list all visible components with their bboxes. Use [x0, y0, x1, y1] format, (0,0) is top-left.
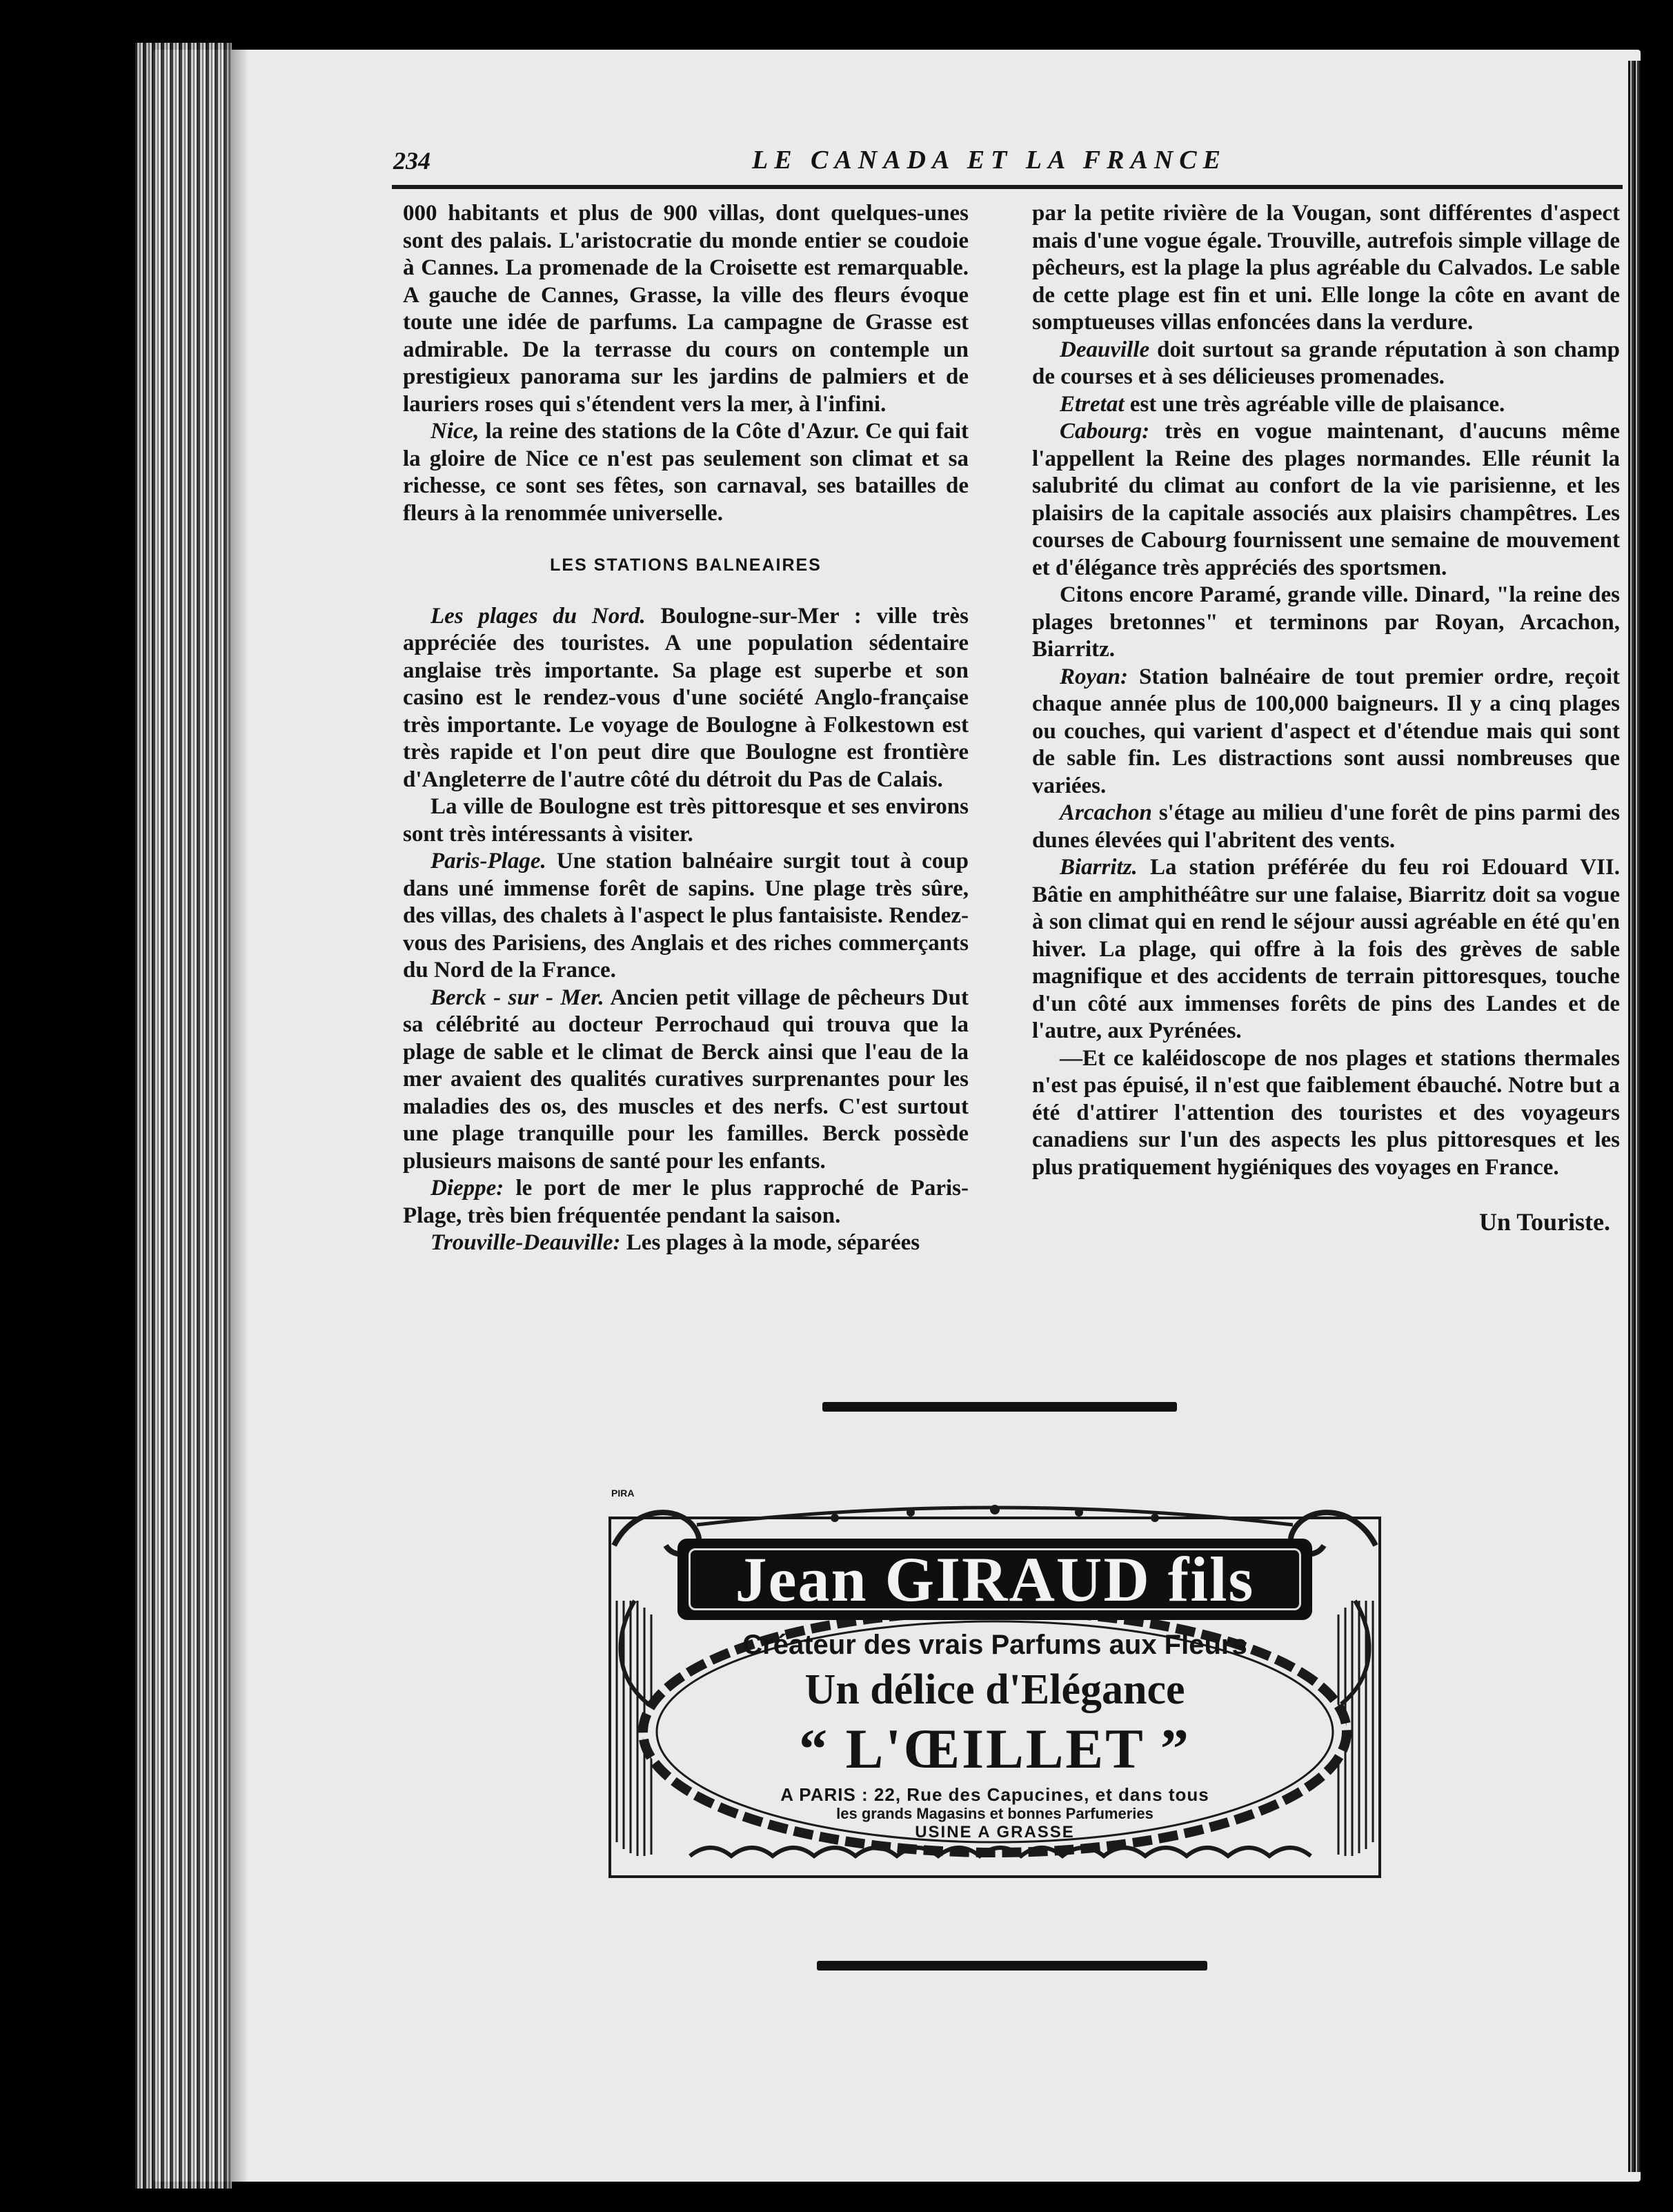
paragraph — [1032, 854, 1620, 1045]
paragraph-text: la reine des stations de la Côte d'Azur. Ce qui fait la gloire de Nice ce n'est pas seulement son climat et sa richesse, ce sont ses fêtes, son carnaval, ses batailles de fleurs à la renommée universelle. — [403, 419, 969, 526]
paragraph-lead: Trouville-Deauville: — [430, 1230, 621, 1255]
spine-shadow — [228, 43, 248, 2189]
paragraph-lead: Berck - sur - Mer. — [430, 985, 604, 1010]
section-title: LES STATIONS BALNEAIRES — [550, 555, 822, 575]
separator-rule-top — [822, 1402, 1177, 1412]
paragraph: par la petite rivière de la Vougan, sont différentes d'aspect mais d'une vogue égale. Trouville, autrefois simple village de pêcheurs, est la plage la plus agréable du Calvados. Le sable de cette plage est fin et uni. Elle longe la côte en avant de somptueuses villas enfoncées dans la verdure. — [1032, 201, 1620, 335]
paragraph — [1032, 800, 1620, 854]
ad-product-name: “ L'ŒILLET ” — [799, 1717, 1191, 1780]
paragraph-text: le port de mer le plus rapproché de Paris-Plage, très bien fréquentée pendant la saison. — [403, 1176, 969, 1228]
right-column — [1032, 200, 1620, 1236]
paragraph-text: Les plages à la mode, séparées — [626, 1230, 920, 1255]
paragraph-text: La station préférée du feu roi Edouard VII. Bâtie en amphithéâtre sur une falaise, Biarritz doit sa vogue à son climat qui en rend le séjour aussi agréable en été qu'en hiver. La plage, qui offre à la fois des grèves de sable magnifique et des accidents de terrain pittoresques, touche d'un côté aux immenses forêts de pins des Landes et de l'autre, aux Pyrénées. — [1032, 855, 1620, 1043]
header-rule — [392, 185, 1623, 189]
paragraph-lead: Dieppe: — [430, 1176, 504, 1201]
separator-rule-bottom — [817, 1961, 1207, 1971]
paragraph — [403, 848, 969, 985]
paragraph-lead: Etretat — [1060, 391, 1125, 417]
paragraph — [1032, 337, 1620, 391]
paragraph — [403, 603, 969, 794]
paragraph — [403, 985, 969, 1176]
paragraph: —Et ce kaléidoscope de nos plages et stations thermales n'est pas épuisé, il n'est que faiblement ébauché. Notre but a été d'attirer l'attention des touristes et des voyageurs canadiens sur l'un des aspects les plus pittoresques et les plus pratiquement hygiéniques des voyages en France. — [1032, 1045, 1620, 1180]
ad-slogan: Un délice d'Elégance — [804, 1666, 1185, 1713]
paragraph — [1032, 664, 1620, 800]
ad-tagline: Créateur des vrais Parfums aux Fleurs — [742, 1630, 1247, 1660]
paragraph-text: Ancien petit village de pêcheurs Dut sa célébrité au docteur Perrochaud qui trouva que la plage de sable et le climat de Berck ainsi que l'eau de la mer avaient des qualités curatives surprenantes pour les maladies des os, des muscles et des nerfs. C'est surtout une plage tranquille pour les familles. Berck possède plusieurs maisons de santé pour les enfants. — [403, 985, 969, 1174]
ad-address-line: A PARIS : 22, Rue des Capucines, et dans tous — [780, 1784, 1209, 1805]
paragraph — [1032, 391, 1620, 419]
paragraph-text: doit surtout sa grande réputation à son champ de courses et à ses délicieuses promenades. — [1032, 337, 1620, 389]
book-spine-edge — [135, 43, 232, 2189]
paragraph-text: Boulogne-sur-Mer : ville très appréciée des touristes. A une population sédentaire anglaise très importante. Sa plage est superbe et son casino est le rendez-vous d'une société Anglo-française très importante. Le voyage de Boulogne à Folkestown est très rapide et l'on peut dire que Boulogne est frontière d'Angleterre de l'autre côté du détroit du Pas de Calais. — [403, 603, 969, 792]
paragraph-lead: Arcachon — [1060, 800, 1152, 825]
brand-name: Jean GIRAUD fils — [735, 1544, 1255, 1614]
page-right-edge — [1628, 61, 1641, 2172]
paragraph-text: Station balnéaire de tout premier ordre, reçoit chaque année plus de 100,000 baigneurs. Il y a cinq plages ou couches, qui varient d'aspect et d'étendue mais qui sont de sable fin. Les distractions sont aussi nombreuses que variées. — [1032, 664, 1620, 798]
page-number: 234 — [393, 147, 430, 175]
paragraph: 000 habitants et plus de 900 villas, dont quelques-unes sont des palais. L'aristocratie du monde entier se coudoie à Cannes. La promenade de la Croisette est remarquable. A gauche de Cannes, Grasse, la ville des fleurs évoque toute une idée de parfums. La campagne de Grasse est admirable. De la terrasse du cours on contemple un prestigieux panorama sur les jardins de palmiers et de lauriers roses qui s'étendent vers la mer, à l'infini. — [403, 201, 969, 417]
paragraph-lead: Deauville — [1060, 337, 1150, 362]
perfume-advertisement — [607, 1488, 1383, 1884]
paragraph-lead: Paris-Plage. — [430, 849, 546, 873]
brand-banner-inner-border — [689, 1548, 1301, 1610]
paragraph-text: est une très agréable ville de plaisance. — [1129, 391, 1505, 417]
paragraph: Citons encore Paramé, grande ville. Dinard, "la reine des plages bretonnes" et terminons par Royan, Arcachon, Biarritz. — [1032, 582, 1620, 662]
paragraph-lead: Biarritz. — [1060, 855, 1138, 880]
paragraph-lead: Nice, — [430, 419, 479, 444]
paragraph-lead: Royan: — [1060, 664, 1128, 689]
signature: Un Touriste. — [1478, 1208, 1610, 1236]
paragraph-text: s'étage au milieu d'une forêt de pins parmi des dunes élevées qui l'abritent des vents. — [1032, 800, 1621, 853]
paragraph — [403, 418, 969, 527]
paragraph-lead: Les plages du Nord. — [430, 603, 646, 629]
running-head: LE CANADA ET LA FRANCE — [752, 146, 1227, 175]
ad-corner-tag: PIRA — [611, 1488, 635, 1499]
paragraph — [403, 1175, 969, 1230]
paragraph-text: très en vogue maintenant, d'aucuns même l'appellent la Reine des plages normandes. Elle réunit la salubrité du climat au confort de la vie parisienne, et les plaisirs de la capitale associés aux plaisirs champêtres. Les courses de Cabourg fournissent une semaine de mouvement et d'élégance très appréciés des sportsmen. — [1032, 419, 1621, 580]
paragraph-lead: Cabourg: — [1060, 419, 1150, 444]
paragraph-text: Une station balnéaire surgit tout à coup dans uné immense forêt de sapins. Une plage très sûre, des villas, des chalets à l'aspect le plus fantaisiste. Rendez-vous des Parisiens, des Anglais et des riches commerçants du Nord de la France. — [403, 849, 969, 982]
paragraph — [1032, 418, 1620, 582]
ad-address-line: les grands Magasins et bonnes Parfumeries — [836, 1805, 1154, 1822]
ad-factory-line: USINE A GRASSE — [915, 1823, 1075, 1841]
paragraph — [403, 1230, 969, 1257]
left-column — [403, 200, 969, 1257]
brand-banner — [677, 1539, 1312, 1620]
paragraph: La ville de Boulogne est très pittoresque et ses environs sont très intéressants à visiter. — [403, 794, 969, 847]
